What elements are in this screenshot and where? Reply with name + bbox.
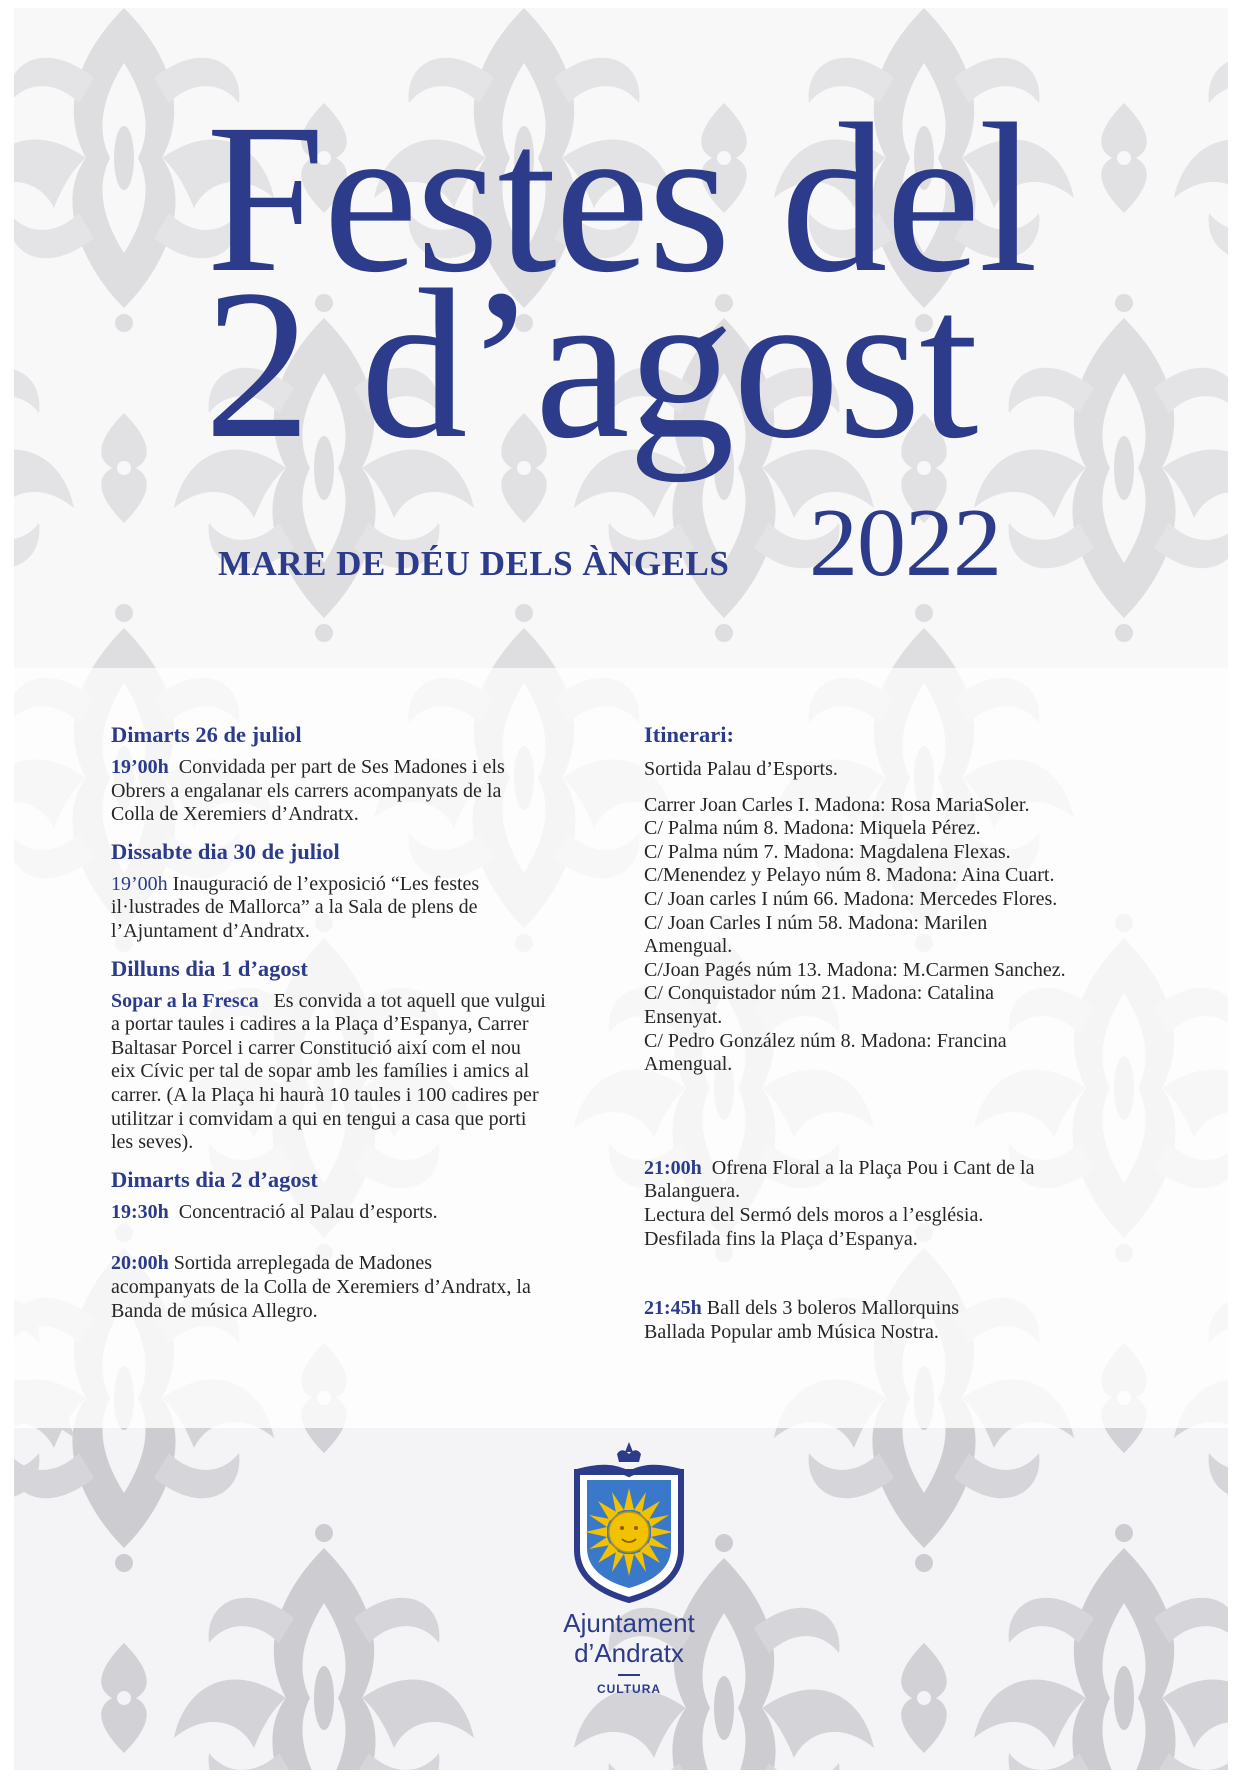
event-text: acompanyats de la Colla de Xeremiers d’Andratx, la xyxy=(111,1275,531,1298)
event-time: 21:45h xyxy=(644,1297,702,1320)
event-text: utilitzar i comvidam a qui en tengui a casa que porti xyxy=(111,1107,527,1130)
schedule-entry xyxy=(111,1252,611,1323)
itinerary-stop: C/ Joan Carles I núm 58. Madona: Marilen xyxy=(644,911,988,934)
event-text: Desfilada fins la Plaça d’Espanya. xyxy=(644,1227,918,1250)
event-text: les seves). xyxy=(111,1131,194,1154)
day-heading: Dilluns dia 1 d’agost xyxy=(111,955,308,981)
title-line-1: Festes del xyxy=(206,80,1036,317)
schedule-entry xyxy=(644,1157,1144,1251)
event-text: Banda de música Allegro. xyxy=(111,1299,318,1322)
event-text: Es convida a tot aquell que vulgui xyxy=(273,989,546,1012)
ajuntament-name xyxy=(559,1608,699,1668)
event-text: Colla de Xeremiers d’Andratx. xyxy=(111,803,359,826)
itinerary-stop: C/ Palma núm 7. Madona: Magdalena Flexas. xyxy=(644,840,1011,863)
day-heading: Dimarts 26 de juliol xyxy=(111,722,302,747)
event-text: Sortida arreplegada de Madones xyxy=(173,1252,433,1275)
schedule-entry xyxy=(111,990,611,1155)
itinerary-stop: C/Joan Pagés núm 13. Madona: M.Carmen Sanchez. xyxy=(644,958,1066,981)
event-time: 21:00h xyxy=(644,1156,702,1179)
event-text: Convidada per part de Ses Madones i els xyxy=(178,756,505,778)
event-time: 19’00h xyxy=(111,872,168,895)
event-text: il·lustrades de Mallorca” a la Sala de plens de xyxy=(111,896,478,919)
itinerary-stop: C/ Conquistador núm 21. Madona: Catalina xyxy=(644,982,994,1005)
itinerary-stops xyxy=(644,794,1144,1077)
event-text: a portar taules i cadires a la Plaça d’Espanya, Carrer xyxy=(111,1013,529,1036)
event-text: Obrers a engalanar els carrers acompanyats de la xyxy=(111,779,502,802)
event-time: 20:00h xyxy=(111,1252,169,1275)
day-heading: Dissabte dia 30 de juliol xyxy=(111,838,340,864)
itinerary-start xyxy=(644,758,1144,782)
day-heading: Dimarts dia 2 d’agost xyxy=(111,1166,318,1192)
event-text: Baltasar Porcel i carrer Constitució així com el nou xyxy=(111,1036,521,1059)
subtitle: MARE DE DÉU DELS ÀNGELS xyxy=(218,544,730,583)
schedule-entry xyxy=(111,756,611,827)
event-text: Balanguera. xyxy=(644,1180,741,1203)
event-text: carrer. (A la Plaça hi haurà 10 taules i 100 cadires per xyxy=(111,1083,539,1106)
department-label: CULTURA xyxy=(596,1682,662,1696)
ajuntament-name-line-1: Ajuntament xyxy=(563,1608,695,1638)
event-text: Ball dels 3 boleros Mallorquins xyxy=(706,1297,959,1320)
year: 2022 xyxy=(809,489,1001,597)
logo-divider xyxy=(618,1674,640,1676)
event-time: 19:30h xyxy=(111,1200,169,1223)
itinerary-stop: Amengual. xyxy=(644,1053,733,1076)
ajuntament-logo xyxy=(559,1440,699,1720)
event-text: Concentració al Palau d’esports. xyxy=(178,1200,438,1223)
itinerary-start-text: Sortida Palau d’Esports. xyxy=(644,758,838,780)
schedule-entry xyxy=(644,1297,1144,1344)
event-text: Ballada Popular amb Música Nostra. xyxy=(644,1320,939,1343)
title-line-2: 2 d’agost xyxy=(204,246,977,483)
itinerary-stop: C/ Pedro González núm 8. Madona: Francina xyxy=(644,1029,1007,1052)
itinerary-heading: Itinerari: xyxy=(644,722,734,747)
event-text: eix Cívic per tal de sopar amb les famílies i amics al xyxy=(111,1060,530,1083)
ajuntament-name-line-2: d’Andratx xyxy=(574,1638,684,1668)
event-text: Ofrena Floral a la Plaça Pou i Cant de la xyxy=(711,1156,1035,1179)
event-time: 19’00h xyxy=(111,756,169,778)
itinerary-stop: C/ Joan carles I núm 66. Madona: Mercedes Flores. xyxy=(644,887,1058,910)
itinerary-stop: Carrer Joan Carles I. Madona: Rosa MariaSoler. xyxy=(644,793,1030,816)
poster xyxy=(14,8,1228,1770)
schedule-entry xyxy=(111,1201,611,1225)
event-title: Sopar a la Fresca xyxy=(111,989,259,1012)
schedule-right-column xyxy=(644,722,1144,1344)
event-text: l’Ajuntament d’Andratx. xyxy=(111,919,310,942)
itinerary-stop: Ensenyat. xyxy=(644,1005,723,1028)
itinerary-stop: Amengual. xyxy=(644,935,733,958)
event-text: Inauguració de l’exposició “Les festes xyxy=(172,872,480,895)
schedule-left-column xyxy=(111,722,611,1323)
itinerary-stop: C/ Palma núm 8. Madona: Miquela Pérez. xyxy=(644,817,981,840)
coat-of-arms-sun-icon xyxy=(559,1440,699,1605)
event-text: Lectura del Sermó dels moros a l’església. xyxy=(644,1203,984,1226)
schedule-entry xyxy=(111,873,611,944)
itinerary-stop: C/Menendez y Pelayo núm 8. Madona: Aina Cuart. xyxy=(644,864,1055,887)
